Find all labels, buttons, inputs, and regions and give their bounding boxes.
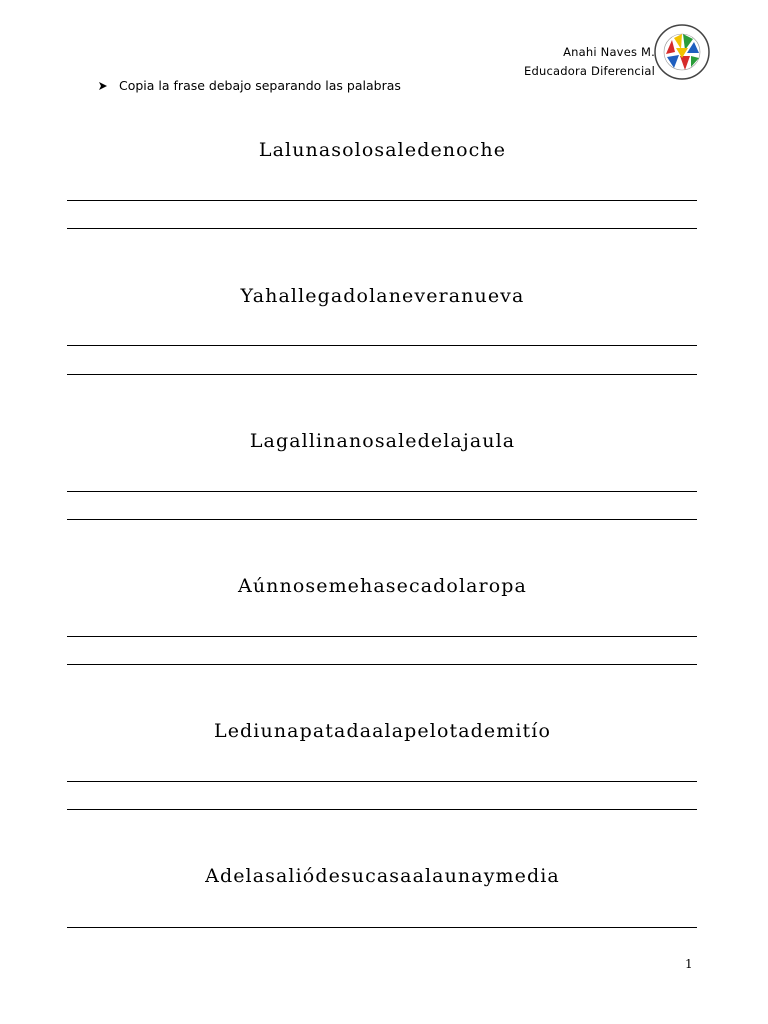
answer-line — [67, 374, 697, 375]
answer-line — [67, 491, 697, 492]
exercise-sentence-2: Yahallegadolaneveranueva — [240, 285, 525, 307]
answer-line — [67, 927, 697, 928]
answer-line — [67, 228, 697, 229]
exercise-sentence-6: Adelasaliódesucasaalaunaymedia — [205, 865, 560, 887]
instruction-text: Copia la frase debajo separando las palabras — [119, 78, 401, 93]
author-block — [524, 43, 655, 81]
school-logo-icon — [652, 22, 712, 82]
page-number: 1 — [685, 957, 693, 971]
author-role: Educadora Diferencial — [524, 64, 655, 78]
answer-line — [67, 636, 697, 637]
instruction — [98, 78, 401, 93]
exercise-sentence-3: Lagallinanosaledelajaula — [249, 430, 516, 452]
exercise-sentence-5: Lediunapatadaalapelotademitío — [213, 720, 551, 742]
answer-line — [67, 809, 697, 810]
answer-line — [67, 781, 697, 782]
answer-line — [67, 519, 697, 520]
answer-line — [67, 345, 697, 346]
answer-line — [67, 200, 697, 201]
arrow-bullet-icon — [98, 81, 108, 91]
exercise-sentence-1: Lalunasolosaledenoche — [258, 139, 507, 161]
author-name: Anahi Naves M. — [563, 45, 655, 59]
exercise-sentence-4: Aúnnosemehasecadolaropa — [238, 575, 527, 597]
answer-line — [67, 664, 697, 665]
